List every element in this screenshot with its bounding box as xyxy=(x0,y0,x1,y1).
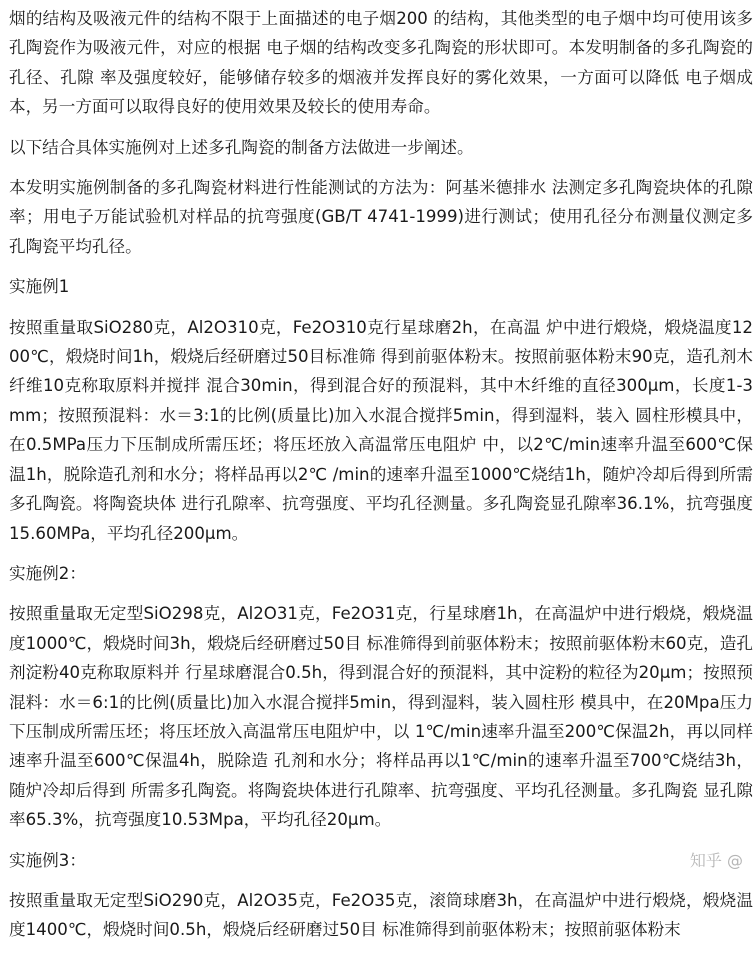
paragraph-example-1: 按照重量取SiO280克，Al2O310克，Fe2O310克行星球磨2h，在高温 炉中进行煅烧，煅烧温度1200℃，煅烧时间1h，煅烧后经研磨过50目标准筛 得到前驱体粉末。按照前驱体粉末90克，造孔剂木纤维10克称取原料并搅拌 混合30min，得到混合好的预混料，其中木纤维的直径300μm，长度1-3mm；按照预混料：水＝3:1的比例(质量比)加入水混合搅拌5min，得到湿料，装入 圆柱形模具中，在0.5MPa压力下压制成所需压坯；将压坯放入高温常压电阻炉 中，以2℃/min速率升温至600℃保温1h，脱除造孔剂和水分；将样品再以2℃ /min的速率升温至1000℃烧结1h，随炉冷却后得到所需多孔陶瓷。将陶瓷块体 进行孔隙率、抗弯强度、平均孔径测量。多孔陶瓷显孔隙率36.1%，抗弯强度 15.60MPa，平均孔径200μm。 xyxy=(9,317,753,543)
paragraph-example-3: 按照重量取无定型SiO290克，Al2O35克，Fe2O35克，滚筒球磨3h，在高温炉中进行煅烧，煅烧温度1400℃，煅烧时间0.5h，煅烧后经研磨过50目 标准筛得到前驱体粉末；按照前驱体粉末 xyxy=(9,890,753,940)
heading-example-2: 实施例2： xyxy=(9,563,86,583)
watermark: 知乎 @ xyxy=(689,851,743,870)
paragraph-intro: 烟的结构及吸液元件的结构不限于上面描述的电子烟200 的结构，其他类型的电子烟中均可使用该多孔陶瓷作为吸液元件，对应的根据 电子烟的结构改变多孔陶瓷的形状即可。本发明制备的多孔陶瓷的孔径、孔隙 率及强度较好，能够储存较多的烟液并发挥良好的雾化效果，一方面可以降低 电子烟成本，另一方面可以取得良好的使用效果及较长的使用寿命。 xyxy=(9,9,753,117)
paragraph-example-2: 按照重量取无定型SiO298克，Al2O31克，Fe2O31克，行星球磨1h，在高温炉中进行煅烧，煅烧温度1000℃，煅烧时间3h，煅烧后经研磨过50目 标准筛得到前驱体粉末；按照前驱体粉末60克，造孔剂淀粉40克称取原料并 行星球磨混合0.5h，得到混合好的预混料，其中淀粉的粒径为20μm；按照预 混料：水＝6:1的比例(质量比)加入水混合搅拌5min，得到湿料，装入圆柱形 模具中，在20Mpa压力下压制成所需压坯；将压坯放入高温常压电阻炉中，以 1℃/min速率升温至200℃保温2h，再以同样速率升温至600℃保温4h，脱除造 孔剂和水分；将样品再以1℃/min的速率升温至700℃烧结3h，随炉冷却后得到 所需多孔陶瓷。将陶瓷块体进行孔隙率、抗弯强度、平均孔径测量。多孔陶瓷 显孔隙率65.3%，抗弯强度10.53Mpa，平均孔径20μm。 xyxy=(9,604,753,830)
heading-example-1: 实施例1 xyxy=(9,277,70,297)
heading-example-3: 实施例3： xyxy=(9,850,86,870)
paragraph-test-method: 本发明实施例制备的多孔陶瓷材料进行性能测试的方法为：阿基米德排水 法测定多孔陶瓷块体的孔隙率；用电子万能试验机对样品的抗弯强度(GB/T 4741-1999)进行测试；使用孔径分布测量仪测定多孔陶瓷平均孔径。 xyxy=(9,178,753,256)
paragraph-lead: 以下结合具体实施例对上述多孔陶瓷的制备方法做进一步阐述。 xyxy=(9,137,474,157)
